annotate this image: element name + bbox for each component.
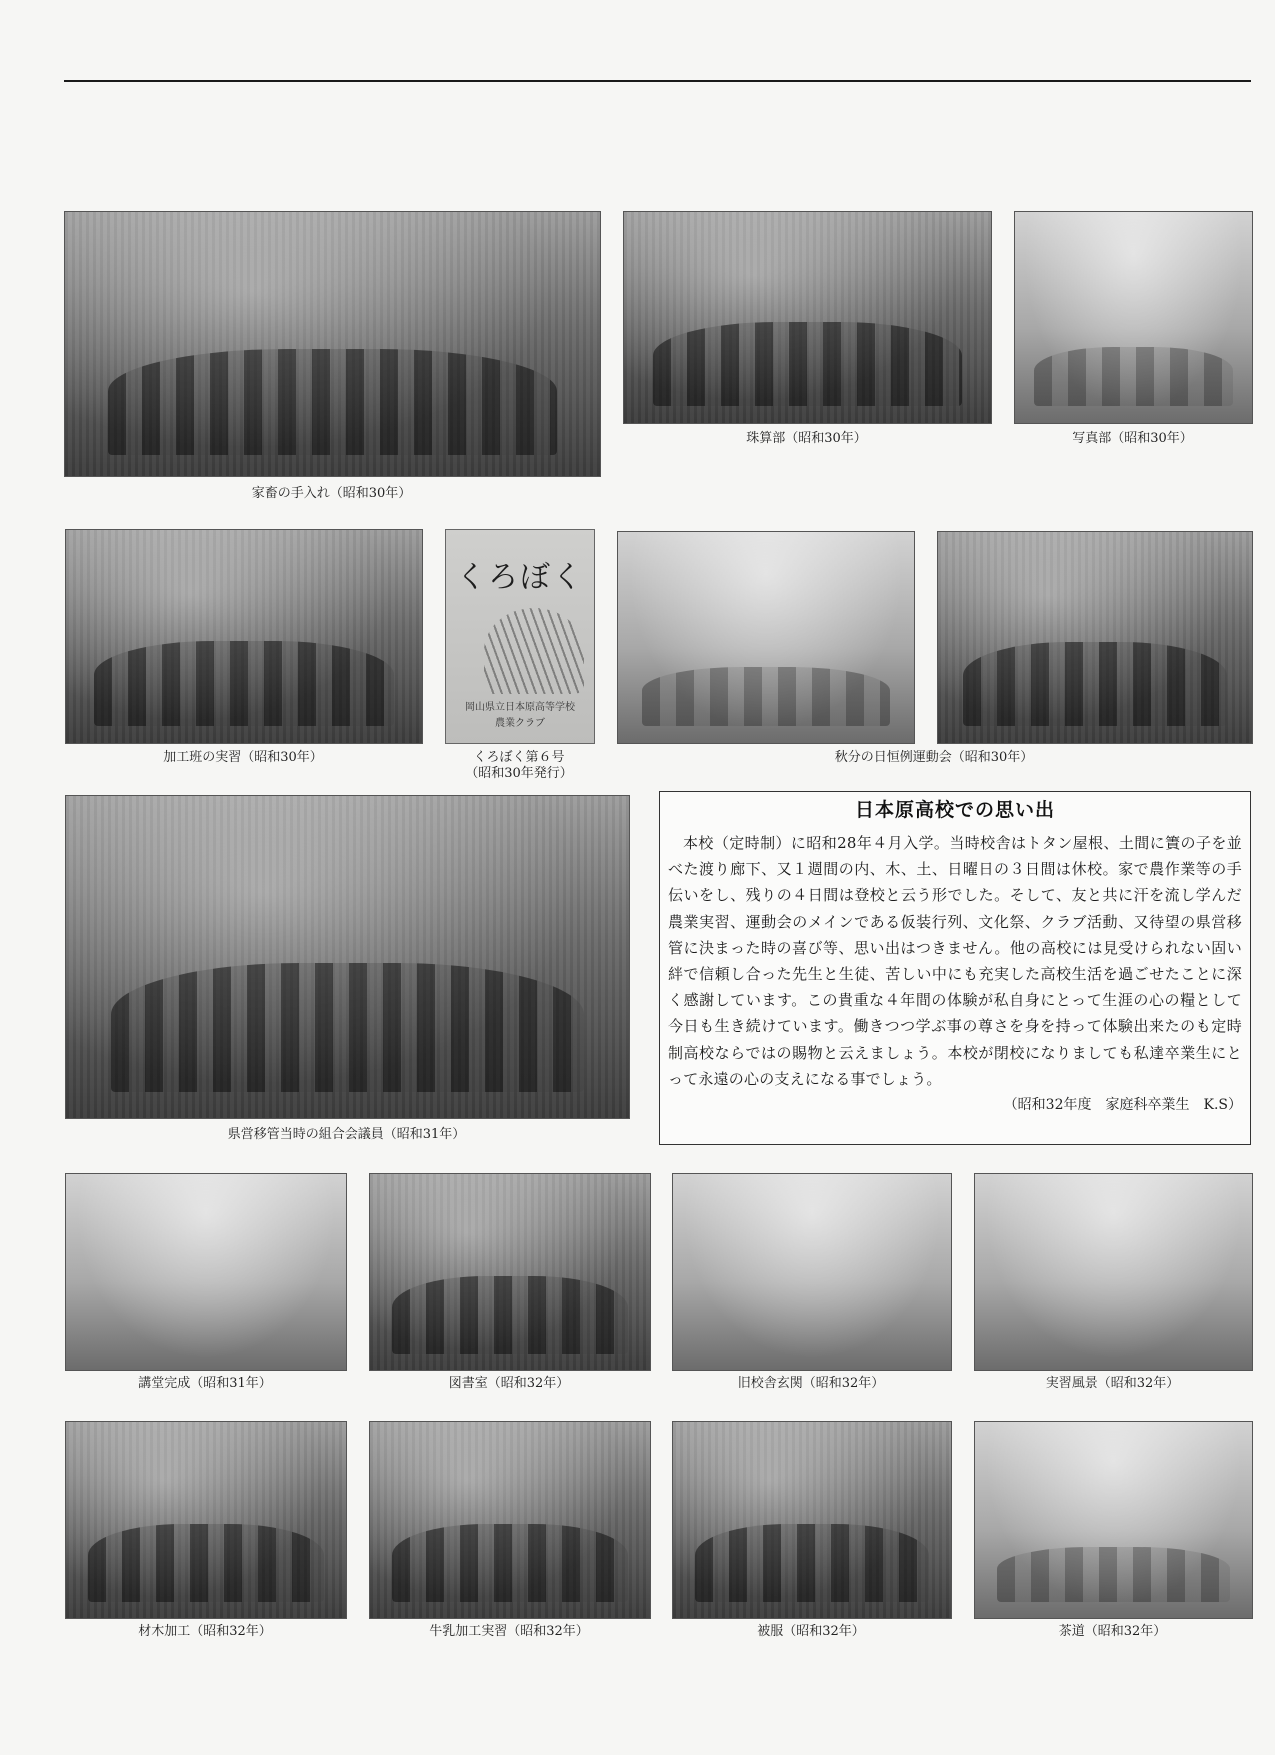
auditorium-caption: 講堂完成（昭和31年） bbox=[138, 1376, 272, 1391]
cover-club-name: 農業クラブ bbox=[495, 718, 545, 729]
sports-day-photo bbox=[617, 531, 915, 744]
council-photo bbox=[65, 795, 630, 1119]
woodwork-photo bbox=[65, 1421, 347, 1619]
processing-caption: 加工班の実習（昭和30年） bbox=[163, 750, 323, 765]
costume-parade-photo bbox=[937, 531, 1253, 744]
cover-title: くろぼく bbox=[456, 560, 584, 595]
photo-club-caption: 写真部（昭和30年） bbox=[1072, 431, 1193, 446]
memoir-body: 本校（定時制）に昭和28年４月入学。当時校舎はトタン屋根、土間に簀の子を並べた渡り廊下、又１週間の内、木、土、日曜日の３日間は休校。家で農作業等の手伝いをし、残りの４日間は登校と云う形でした。そして、友と共に汗を流し学んだ農業実習、運動会のメインである仮装行列、文化祭、クラブ活動、又待望の県営移管に決まった時の喜び等、思い出はつきません。他の高校には見受けられない固い絆で信頼し合った先生と生徒、苦しい中にも充実した高校生活を過ごせたことに深く感謝しています。この貴重な４年間の体験が私自身にとって生涯の心の糧として今日も生き続けています。働きつつ学ぶ事の尊さを身を持って体験出来たのも定時制高校ならではの賜物と云えましょう。本校が閉校になりましても私達卒業生にとって永遠の心の支えになる事でしょう。 bbox=[668, 834, 1242, 1088]
memoir-title: 日本原高校での思い出 bbox=[854, 799, 1055, 821]
library-photo bbox=[369, 1173, 651, 1371]
milk-caption: 牛乳加工実習（昭和32年） bbox=[429, 1624, 589, 1639]
practice-scene-caption: 実習風景（昭和32年） bbox=[1045, 1376, 1180, 1391]
abacus-photo bbox=[623, 211, 992, 424]
livestock-caption: 家畜の手入れ（昭和30年） bbox=[251, 486, 412, 501]
sports-day-caption: 秋分の日恒例運動会（昭和30年） bbox=[834, 750, 1034, 765]
cover-school-name: 岡山県立日本原高等学校 bbox=[465, 702, 575, 713]
milk-photo bbox=[369, 1421, 651, 1619]
kurobokku-caption-line2: （昭和30年発行） bbox=[465, 766, 573, 781]
tea-photo bbox=[974, 1421, 1253, 1619]
livestock-photo bbox=[64, 211, 601, 477]
processing-photo bbox=[65, 529, 423, 744]
old-entrance-photo bbox=[672, 1173, 952, 1371]
abacus-caption: 珠算部（昭和30年） bbox=[746, 431, 867, 446]
cover-plant-illustration bbox=[484, 608, 584, 694]
kurobokku-cover bbox=[445, 529, 595, 744]
auditorium-photo bbox=[65, 1173, 347, 1371]
tea-caption: 茶道（昭和32年） bbox=[1058, 1624, 1167, 1639]
sewing-photo bbox=[672, 1421, 952, 1619]
photo-club-photo bbox=[1014, 211, 1253, 424]
sewing-caption: 被服（昭和32年） bbox=[757, 1624, 865, 1639]
practice-scene-photo bbox=[974, 1173, 1253, 1371]
council-caption: 県営移管当時の組合会議員（昭和31年） bbox=[227, 1127, 466, 1142]
old-entrance-caption: 旧校舎玄関（昭和32年） bbox=[737, 1376, 885, 1391]
kurobokku-caption-line1: くろぼく第６号 bbox=[473, 750, 565, 765]
woodwork-caption: 材木加工（昭和32年） bbox=[138, 1624, 272, 1639]
library-caption: 図書室（昭和32年） bbox=[448, 1376, 570, 1391]
memoir-signature: （昭和32年度 家庭科卒業生 K.S） bbox=[1003, 1097, 1242, 1114]
memoir-box bbox=[659, 791, 1251, 1145]
top-rule bbox=[64, 80, 1251, 82]
